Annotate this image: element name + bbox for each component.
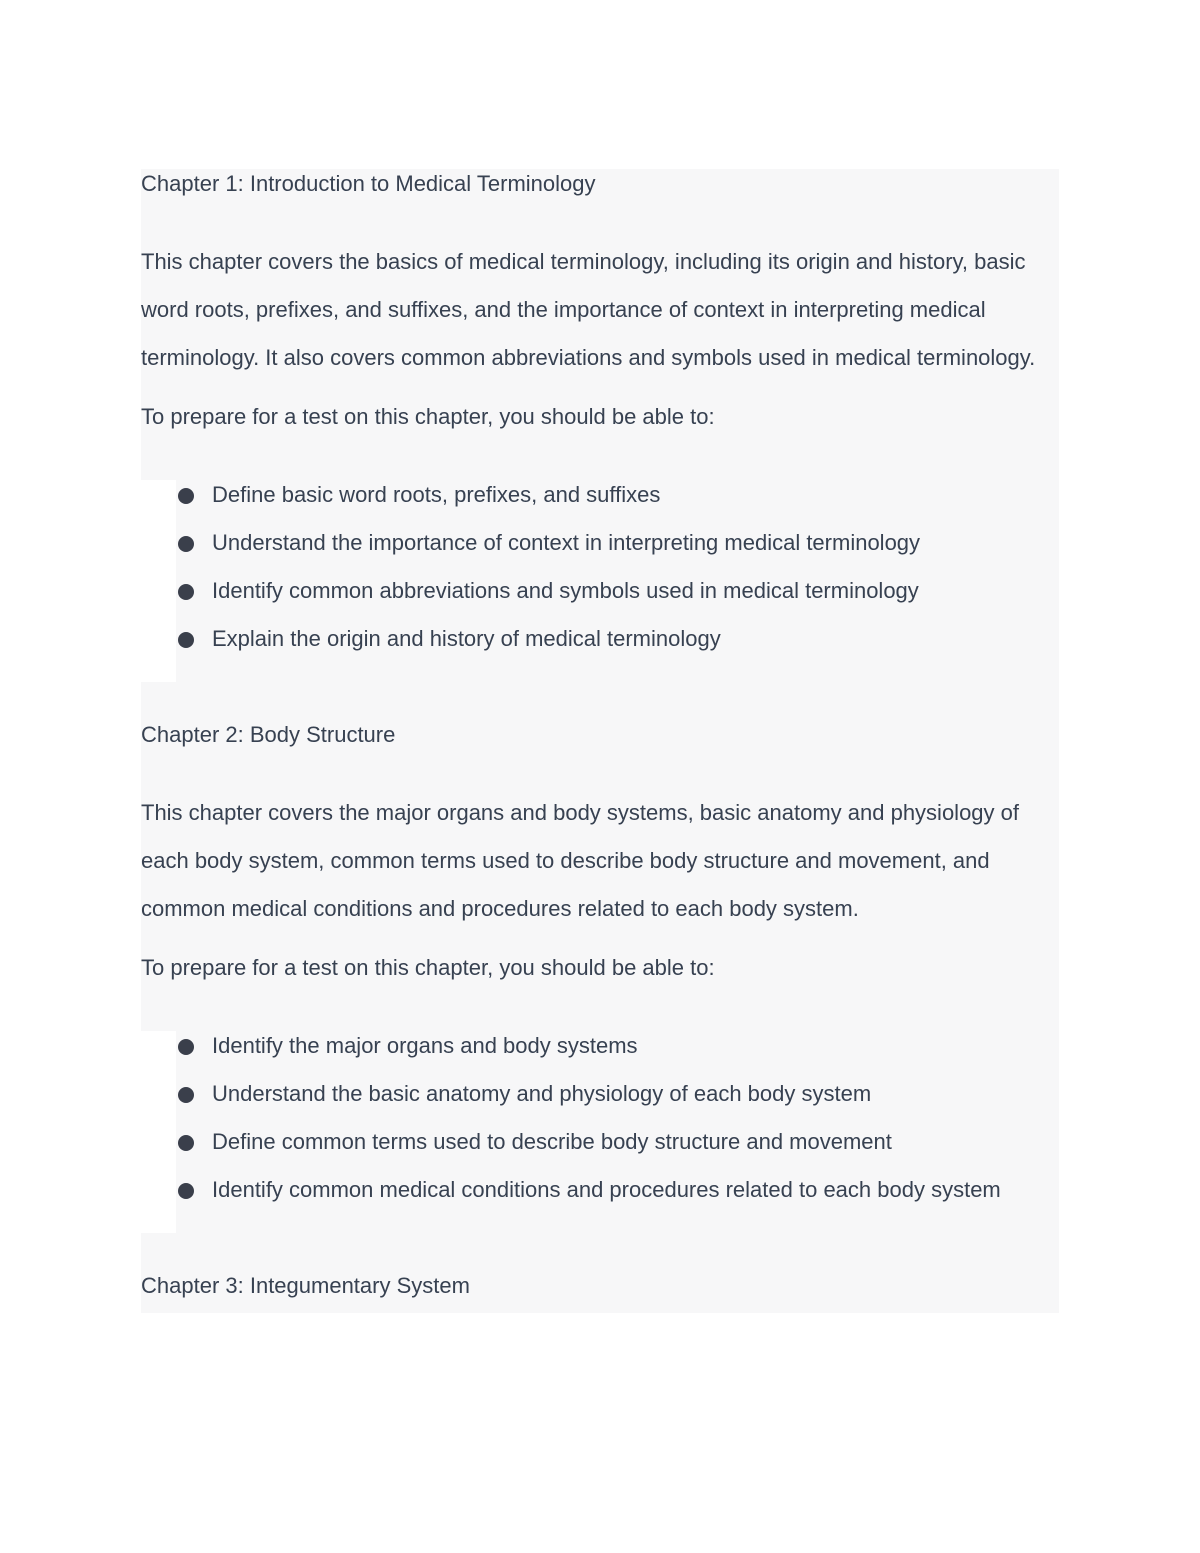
list-item — [176, 519, 1059, 567]
list-item-text: Define common terms used to describe body structure and movement — [212, 1129, 892, 1154]
chapter-2-description: This chapter covers the major organs and body systems, basic anatomy and physiology of each body system, common terms used to describe body structure and movement, and common medical conditions and procedures related to each body system. — [141, 789, 1059, 953]
list-item-text: Define basic word roots, prefixes, and suffixes — [212, 482, 661, 507]
list-item-text: Understand the basic anatomy and physiology of each body system — [212, 1081, 872, 1106]
chapter-2-objectives — [141, 1031, 1059, 1233]
bullet-icon — [178, 632, 194, 648]
list-item-text: Identify the major organs and body systems — [212, 1033, 638, 1058]
chapter-1-title: Chapter 1: Introduction to Medical Terminology — [141, 169, 1059, 247]
objective-list — [176, 480, 1059, 682]
document-content — [141, 169, 1059, 1313]
bullet-icon — [178, 1087, 194, 1103]
chapter-3-title: Chapter 3: Integumentary System — [141, 1271, 1059, 1313]
list-item-text: Understand the importance of context in interpreting medical terminology — [212, 530, 921, 555]
spacer — [141, 682, 1059, 720]
list-item-text: Identify common abbreviations and symbols used in medical terminology — [212, 578, 919, 603]
bullet-icon — [178, 1039, 194, 1055]
list-item — [176, 567, 1059, 615]
list-item-text: Explain the origin and history of medical terminology — [212, 626, 721, 651]
chapter-2-lead: To prepare for a test on this chapter, you should be able to: — [141, 953, 1059, 1031]
chapter-2-title: Chapter 2: Body Structure — [141, 720, 1059, 798]
bullet-icon — [178, 1183, 194, 1199]
list-item — [176, 471, 1059, 519]
chapter-1-description: This chapter covers the basics of medical terminology, including its origin and history, basic word roots, prefixes, and suffixes, and the importance of context in interpreting medical terminology. It also covers common abbreviations and symbols used in medical terminology. — [141, 238, 1059, 402]
bullet-icon — [178, 584, 194, 600]
list-item — [176, 1070, 1059, 1118]
objective-list — [176, 1031, 1059, 1233]
list-item — [176, 615, 1059, 663]
list-item — [176, 1022, 1059, 1070]
bullet-icon — [178, 536, 194, 552]
spacer — [141, 1233, 1059, 1271]
list-item-text: Identify common medical conditions and procedures related to each body system — [212, 1177, 1001, 1202]
list-gutter — [141, 1031, 176, 1233]
list-item — [176, 1166, 1059, 1214]
chapter-1-lead: To prepare for a test on this chapter, you should be able to: — [141, 402, 1059, 480]
list-gutter — [141, 480, 176, 682]
list-item — [176, 1118, 1059, 1166]
bullet-icon — [178, 1135, 194, 1151]
chapter-1-objectives — [141, 480, 1059, 682]
bullet-icon — [178, 488, 194, 504]
